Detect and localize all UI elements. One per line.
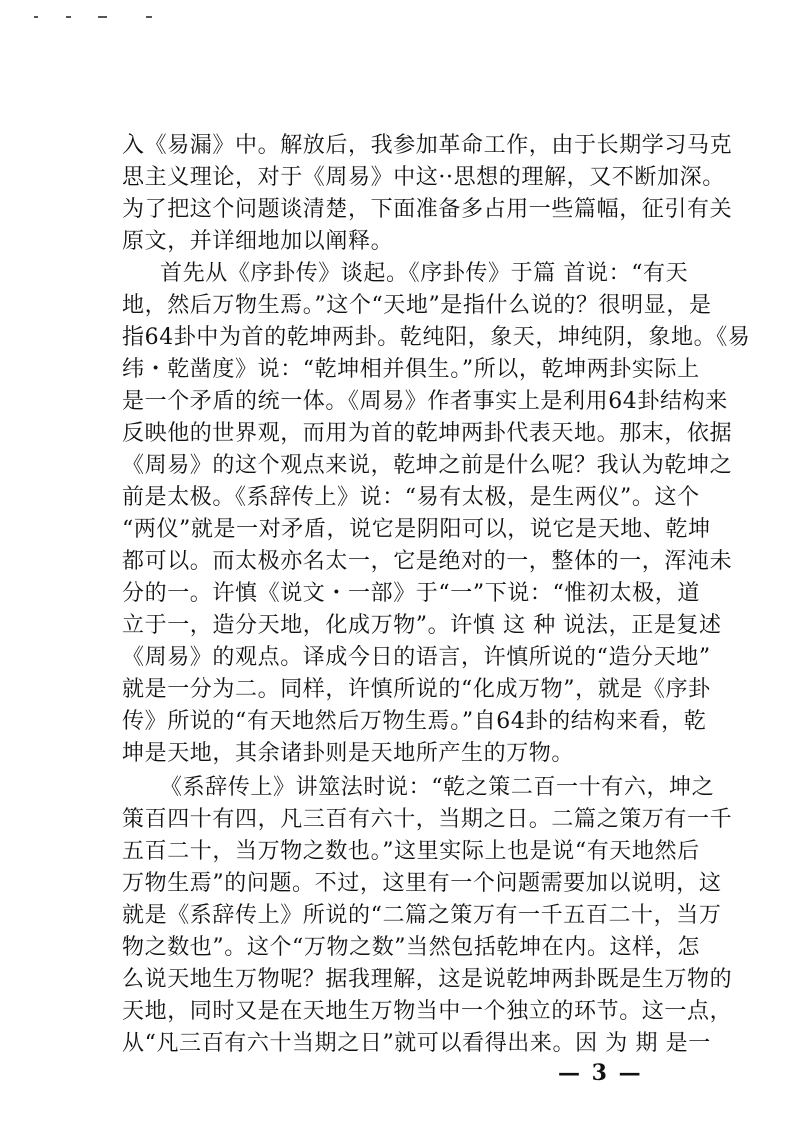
text-line: 《系辞传上》讲筮法时说：“乾之策二百一十有六，坤之	[160, 775, 715, 800]
scan-speck	[66, 16, 71, 18]
text-line: 五百二十，当万物之数也。”这里实际上也是说“有天地然后	[122, 839, 700, 864]
text-line: 传》所说的“有天地然后万物生焉。”自64卦的结构来看，乾	[122, 709, 707, 734]
text-line: 地，然后万物生焉。”这个“天地”是指什么说的？很明显，是	[122, 293, 712, 318]
text-line: 坤是天地，其余诸卦则是天地所产生的万物。	[122, 741, 575, 766]
text-line: 首先从《序卦传》谈起。《序卦传》于篇 首说：“有天	[160, 261, 689, 286]
text-line: 为了把这个问题谈清楚，下面准备多占用一些篇幅，征引有关	[122, 197, 733, 222]
text-line: 分的一。许慎《说文・一部》于“一”下说：“惟初太极，道	[122, 581, 700, 606]
text-line: 都可以。而太极亦名太一，它是绝对的一，整体的一，浑沌未	[122, 549, 733, 574]
text-line: 是一个矛盾的统一体。《周易》作者事实上是利用64卦结构来	[122, 389, 728, 414]
text-line: 《周易》的这个观点来说，乾坤之前是什么呢？我认为乾坤之	[122, 453, 733, 478]
scan-speck	[98, 16, 107, 18]
text-line: “两仪”就是一对矛盾，说它是阴阳可以，说它是天地、乾坤	[122, 517, 711, 542]
text-line: 入《易漏》中。解放后，我参加革命工作，由于长期学习马克	[122, 133, 733, 158]
text-line: 前是太极。《系辞传上》说：“易有太极，是生两仪”。这个	[122, 485, 700, 510]
text-line: 立于一，造分天地，化成万物”。许慎 这 种 说法，正是复述	[122, 613, 722, 638]
text-line: 策百四十有四，凡三百有六十，当期之日。二篇之策万有一千	[122, 807, 733, 832]
text-line: 原文，并详细地加以阐释。	[122, 229, 394, 254]
text-line: 反映他的世界观，而用为首的乾坤两卦代表天地。那末，依据	[122, 421, 733, 446]
text-line: 纬・乾凿度》说：“乾坤相并俱生。”所以，乾坤两卦实际上	[122, 357, 700, 382]
text-line: 天地，同时又是在天地生万物当中一个独立的环节。这一点，	[122, 999, 733, 1024]
text-line: 物之数也”。这个“万物之数”当然包括乾坤在内。这样，怎	[122, 935, 700, 960]
text-line: 么说天地生万物呢？据我理解，这是说乾坤两卦既是生万物的	[122, 967, 733, 992]
text-line: 就是一分为二。同样，许慎所说的“化成万物”，就是《序卦	[122, 677, 711, 702]
scan-speck	[146, 16, 152, 18]
text-line: 指64卦中为首的乾坤两卦。乾纯阳，象天，坤纯阴，象地。《易	[122, 325, 751, 350]
page-number: — 3 —	[558, 1060, 643, 1086]
text-line: 从“凡三百有六十当期之日”就可以看得出来。因 为 期 是一	[122, 1031, 711, 1056]
scan-speck	[34, 16, 38, 18]
text-line: 思主义理论，对于《周易》中这··思想的理解，又不断加深。	[122, 165, 725, 190]
text-line: 就是《系辞传上》所说的“二篇之策万有一千五百二十，当万	[122, 903, 722, 928]
text-line: 万物生焉”的问题。不过，这里有一个问题需要加以说明，这	[122, 871, 722, 896]
text-line: 《周易》的观点。译成今日的语言，许慎所说的“造分天地”	[122, 645, 711, 670]
